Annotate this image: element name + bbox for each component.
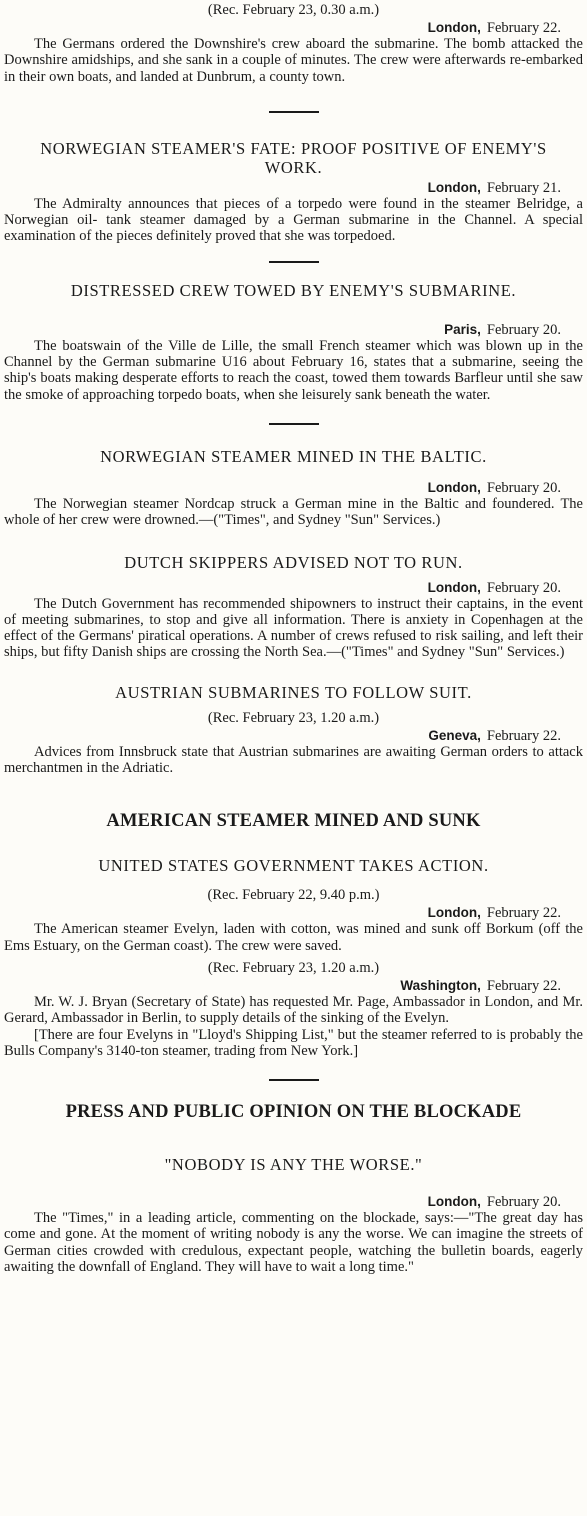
article-body: The Germans ordered the Downshire's crew aboard the submarine. The bomb attacked the Downshire amidships, and she sank in a couple of minutes. The crew were afterwards re-embarked in their own boats, and landed at Dunbrum, a county town. <box>4 36 583 85</box>
dateline-place: London, <box>427 179 481 195</box>
section-divider <box>269 111 319 113</box>
dateline-date: February 22. <box>486 905 561 922</box>
receipt-line: (Rec. February 23, 1.20 a.m.) <box>207 709 380 726</box>
article-body: Mr. W. J. Bryan (Secretary of State) has requested Mr. Page, Ambassador in London, and Mr. Gerard, Ambassador in Berlin, to supply details of the sinking of the Evelyn. <box>4 993 583 1027</box>
headline: AMERICAN STEAMER MINED AND SUNK <box>106 811 481 832</box>
dateline <box>4 180 583 196</box>
headline: DISTRESSED CREW TOWED BY ENEMY'S SUBMARINE. <box>70 280 517 300</box>
dateline-place: London, <box>427 20 481 35</box>
headline: AUSTRIAN SUBMARINES TO FOLLOW SUIT. <box>115 682 472 702</box>
editor-note: [There are four Evelyns in "Lloyd's Shipping List," but the steamer referred to is probably the Bulls Company's 3140-ton steamer, trading from New York.] <box>4 1026 583 1059</box>
receipt-line: (Rec. February 22, 9.40 p.m.) <box>207 887 380 904</box>
dateline <box>4 20 583 36</box>
dateline <box>4 322 583 338</box>
subheadline: UNITED STATES GOVERNMENT TAKES ACTION. <box>98 856 489 876</box>
article-body: The Admiralty announces that pieces of a torpedo were found in the steamer Belridge, a Norwegian oil- tank steamer damaged by a German submarine in the Channel. A special examination of the pieces definitely proved that she was torpedoed. <box>4 195 583 245</box>
dateline <box>4 580 583 596</box>
dateline-date: February 20. <box>486 479 561 496</box>
subheadline: "NOBODY IS ANY THE WORSE." <box>164 1155 423 1175</box>
dateline-place: London, <box>427 479 481 495</box>
dateline-place: London, <box>427 579 481 595</box>
dateline-date: February 20. <box>486 579 561 596</box>
dateline-place: London, <box>427 905 481 921</box>
article-body: The Norwegian steamer Nordcap struck a German mine in the Baltic and foundered. The whole of her crew were drowned.—("Times", and Sydney "Sun" Services.) <box>4 495 583 529</box>
dateline-date: February 20. <box>486 321 561 338</box>
dateline <box>4 1194 583 1210</box>
receipt-line: (Rec. February 23, 1.20 a.m.) <box>207 959 380 976</box>
dateline-date: February 21. <box>486 179 561 196</box>
dateline-place: Washington, <box>400 977 481 993</box>
section-divider <box>269 1079 319 1081</box>
dateline-date: February 22. <box>486 20 561 36</box>
section-divider <box>269 423 319 425</box>
section-divider <box>269 261 319 263</box>
article-body: The American steamer Evelyn, laden with cotton, was mined and sunk off Borkum (off the Ems Estuary, on the German coast). The crew were saved. <box>4 921 583 954</box>
article-body: Advices from Innsbruck state that Austrian submarines are awaiting German orders to attack merchantmen in the Adriatic. <box>4 743 583 777</box>
dateline-place: London, <box>427 1194 481 1210</box>
receipt-line: (Rec. February 23, 0.30 a.m.) <box>207 2 380 18</box>
headline: PRESS AND PUBLIC OPINION ON THE BLOCKADE <box>65 1102 522 1123</box>
dateline <box>4 480 583 496</box>
dateline-date: February 20. <box>486 1194 561 1211</box>
article-body: The "Times," in a leading article, commenting on the blockade, says:—"The great day has come and gone. At the moment of writing nobody is any the worse. We can imagine the streets of German cities crowded with credulous, expectant people, watching the bulletin boards, eagerly awaiting the downfall of England. They will have to wait a long time." <box>4 1210 583 1276</box>
dateline <box>4 905 583 921</box>
dateline-place: Paris, <box>444 321 481 337</box>
dateline-date: February 22. <box>486 977 561 994</box>
headline: DUTCH SKIPPERS ADVISED NOT TO RUN. <box>124 552 463 572</box>
dateline <box>4 728 583 744</box>
dateline-place: Geneva, <box>428 727 481 743</box>
headline: NORWEGIAN STEAMER MINED IN THE BALTIC. <box>100 446 487 466</box>
article-body: The Dutch Government has recommended shipowners to instruct their captains, in the event of meeting submarines, to stop and give all information. There is anxiety in Copenhagen at the effect of the Germans' piratical operations. A number of crews refused to risk sailing, and left their ships, but fifty Danish ships are crossing the North Sea.—("Times" and Sydney "Sun" Services.) <box>4 595 583 661</box>
headline: NORWEGIAN STEAMER'S FATE: PROOF POSITIVE OF ENEMY'S WORK. <box>40 138 547 177</box>
dateline-date: February 22. <box>486 727 561 744</box>
dateline <box>4 978 583 994</box>
article-body: The boatswain of the Ville de Lille, the small French steamer which was blown up in the Channel by the German submarine U16 about February 16, states that a submarine, seeing the ship's boats making desperate efforts to reach the coast, towed them towards Barfleur until she saw the smoke of approaching torpedo boats, when she leisurely sank beneath the water. <box>4 337 583 403</box>
